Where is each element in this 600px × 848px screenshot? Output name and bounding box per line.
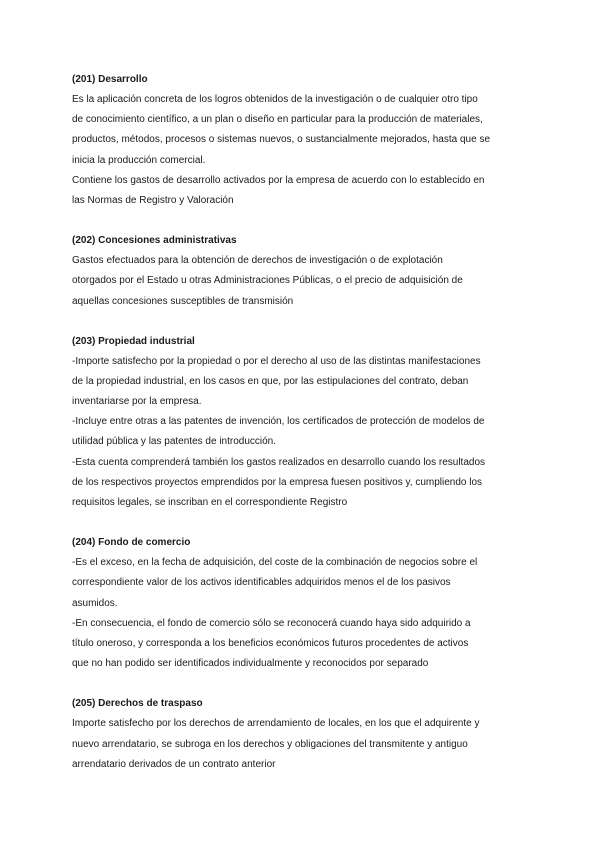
document-page: [72, 70, 532, 795]
text-line: aquellas concesiones susceptibles de transmisión: [72, 295, 294, 307]
section-205-derechos-de-traspaso: [72, 694, 532, 775]
text-line: correspondiente valor de los activos identificables adquiridos menos el de los pasivos: [72, 577, 451, 589]
text-line: -Es el exceso, en la fecha de adquisición, del coste de la combinación de negocios sobre el: [72, 557, 478, 569]
section-201-desarrollo: [72, 70, 532, 211]
section-202-concesiones: [72, 231, 532, 312]
text-line: Contiene los gastos de desarrollo activados por la empresa de acuerdo con lo establecido en: [72, 174, 485, 186]
text-line: Gastos efectuados para la obtención de derechos de investigación o de explotación: [72, 255, 443, 267]
text-line: de conocimiento científico, a un plan o diseño en particular para la producción de materiales,: [72, 114, 483, 126]
text-line: Es la aplicación concreta de los logros obtenidos de la investigación o de cualquier otro tipo: [72, 94, 478, 105]
text-line: -Incluye entre otras a las patentes de invención, los certificados de protección de modelos de: [72, 416, 485, 428]
text-line: asumidos.: [72, 597, 118, 609]
text-line: de la propiedad industrial, en los casos en que, por las estipulaciones del contrato, deban: [72, 375, 469, 387]
text-line: de los respectivos proyectos emprendidos por la empresa fuesen positivos y, cumpliendo los: [72, 476, 483, 488]
section-203-propiedad-industrial: [72, 332, 532, 514]
text-line: -En consecuencia, el fondo de comercio sólo se reconocerá cuando haya sido adquirido a: [72, 617, 471, 629]
text-line: las Normas de Registro y Valoración: [72, 194, 234, 206]
text-line: requisitos legales, se inscriban en el correspondiente Registro: [72, 497, 348, 508]
section-title: (202) Concesiones administrativas: [72, 235, 237, 247]
text-line: inicia la producción comercial.: [72, 154, 206, 166]
text-line: utilidad pública y las patentes de introducción.: [72, 436, 277, 448]
text-line: título oneroso, y corresponda a los beneficios económicos futuros procedentes de activos: [72, 637, 469, 649]
text-line: arrendatario derivados de un contrato anterior: [72, 758, 276, 770]
section-title: (203) Propiedad industrial: [72, 335, 195, 347]
section-title: (205) Derechos de traspaso: [72, 698, 203, 710]
text-line: nuevo arrendatario, se subroga en los derechos y obligaciones del transmitente y antiguo: [72, 738, 468, 750]
text-line: otorgados por el Estado u otras Administraciones Públicas, o el precio de adquisición de: [72, 275, 463, 287]
text-line: que no han podido ser identificados individualmente y reconocidos por separado: [72, 658, 429, 670]
text-line: -Importe satisfecho por la propiedad o por el derecho al uso de las distintas manifestaciones: [72, 355, 481, 367]
text-line: Importe satisfecho por los derechos de arrendamiento de locales, en los que el adquirente y: [72, 718, 480, 730]
text-line: productos, métodos, procesos o sistemas nuevos, o sustancialmente mejorados, hasta que se: [72, 134, 491, 146]
section-title: (204) Fondo de comercio: [72, 537, 191, 549]
section-204-fondo-de-comercio: [72, 533, 532, 674]
text-line: inventariarse por la empresa.: [72, 396, 202, 408]
text-line: -Esta cuenta comprenderá también los gastos realizados en desarrollo cuando los resultados: [72, 456, 486, 468]
section-title: (201) Desarrollo: [72, 74, 148, 85]
